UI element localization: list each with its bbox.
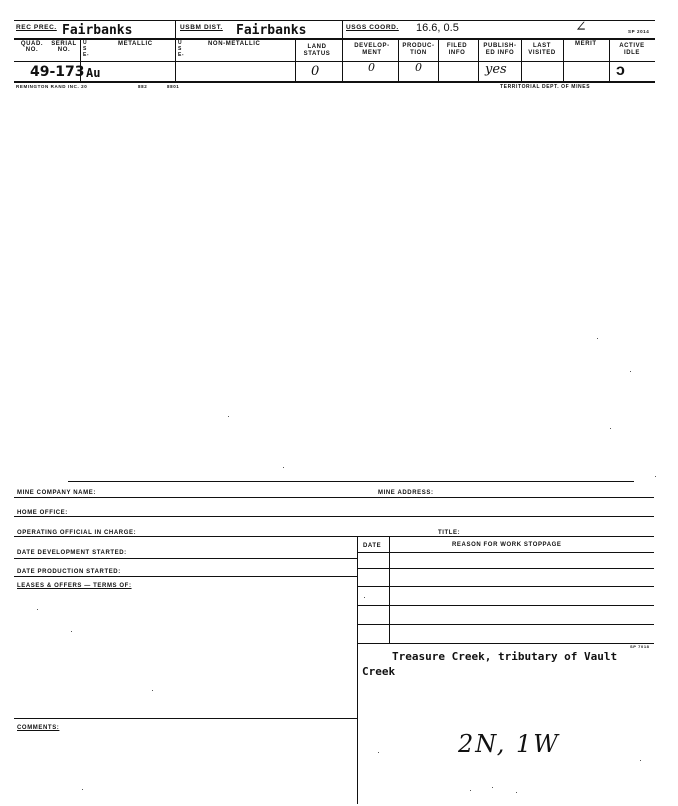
scan-speck [283,467,284,468]
lower-top-rule [68,481,634,482]
published-value: yes [485,62,507,77]
header-row-rule [14,38,655,40]
form-rule [14,516,654,517]
col-divider [563,38,564,81]
form-rule [14,536,654,537]
usgs-coord-label: USGS COORD. [346,24,399,31]
col-divider [478,38,479,81]
corner-mark: ∠ [575,19,587,35]
col-last-visited: LAST VISITED [528,43,556,56]
data-row-bottom-rule [14,81,655,83]
stoppage-row [357,568,654,569]
scan-speck [470,790,471,791]
top-rule [14,20,655,21]
comments-label: COMMENTS: [17,725,60,731]
stoppage-row [357,643,654,644]
col-divider [295,38,296,81]
stoppage-row [357,586,654,587]
reason-header: REASON FOR WORK STOPPAGE [452,542,562,548]
form-rule [14,718,357,719]
dev-started-label: DATE DEVELOPMENT STARTED: [17,550,127,556]
form-code: SP 2014 [628,29,650,34]
active-idle-value: ↄ [616,62,625,79]
col-divider [398,38,399,81]
header-divider [175,20,176,81]
scan-speck [492,787,493,788]
quad-serial-value: 49-173 [30,64,85,80]
form-rule [14,558,357,559]
col-nonmetallic-prefix: U S E- [178,40,185,58]
scan-speck [71,631,72,632]
department: TERRITORIAL DEPT. OF MINES [500,84,591,90]
usbm-dist-label: USBM DIST. [180,24,223,31]
township-handwriting: 2N, 1W [458,730,560,758]
col-divider [438,38,439,81]
stoppage-row [357,605,654,606]
col-filed-info: FILED INFO [446,43,468,56]
prod-started-label: DATE PRODUCTION STARTED: [17,569,121,575]
development-value: 0 [368,61,375,74]
form-rule [14,576,357,577]
scan-speck [630,371,631,372]
scan-speck [364,597,365,598]
printer-credit: REMINGTON RAND INC. 20 [16,84,88,89]
col-serial-no: SERIAL NO. [51,41,77,53]
col-quad-no: QUAD. NO. [20,41,44,53]
scan-speck [37,609,38,610]
col-development: DEVELOP- MENT [354,43,390,56]
data-row-top-rule [14,61,655,62]
mine-company-name-label: MINE COMPANY NAME: [17,490,96,496]
production-value: 0 [415,61,422,74]
title-label: TITLE: [438,530,461,536]
col-nonmetallic: NON-METALLIC [208,41,261,47]
stoppage-row [357,552,654,553]
form-rule [14,497,654,498]
col-production: PRODUC- TION [402,43,435,56]
printer-code2: 8801 [167,84,180,89]
metallic-value: Au [86,66,101,80]
date-header: DATE [363,543,382,549]
scan-speck [82,789,83,790]
col-published-info: PUBLISH- ED INFO [483,43,517,56]
scan-speck [228,416,229,417]
scan-speck [378,752,379,753]
mine-address-label: MINE ADDRESS: [378,490,434,496]
col-divider [521,38,522,81]
usbm-dist-value: Fairbanks [236,23,307,38]
printer-code1: 882 [138,84,148,89]
scan-speck [640,760,641,761]
col-active-idle: ACTIVE IDLE [619,43,645,56]
usgs-coord-value: 16.6, 0.5 [416,22,459,34]
col-merit: MERIT [575,41,597,47]
land-status-value: 0 [311,64,320,79]
leases-label: LEASES & OFFERS — TERMS OF: [17,583,132,589]
scan-speck [597,338,598,339]
home-office-label: HOME OFFICE: [17,510,68,516]
col-divider [609,38,610,81]
operating-official-label: OPERATING OFFICIAL IN CHARGE: [17,530,137,536]
scan-speck [516,792,517,793]
location-note-line1: Treasure Creek, tributary of Vault [392,650,618,663]
rec-prec-value: Fairbanks [62,23,133,38]
scan-speck [655,476,656,477]
form-code2: SP 7018 [630,644,650,649]
stoppage-table-left [357,536,358,804]
rec-prec-label: REC PREC. [16,24,57,31]
col-metallic: METALLIC [118,41,153,47]
stoppage-row [357,624,654,625]
col-land-status: LAND STATUS [303,44,331,57]
location-note-line2: Creek [362,665,396,678]
col-metallic-prefix: U S E- [83,40,90,58]
scan-speck [152,690,153,691]
header-divider [342,20,343,81]
scan-speck [610,428,611,429]
